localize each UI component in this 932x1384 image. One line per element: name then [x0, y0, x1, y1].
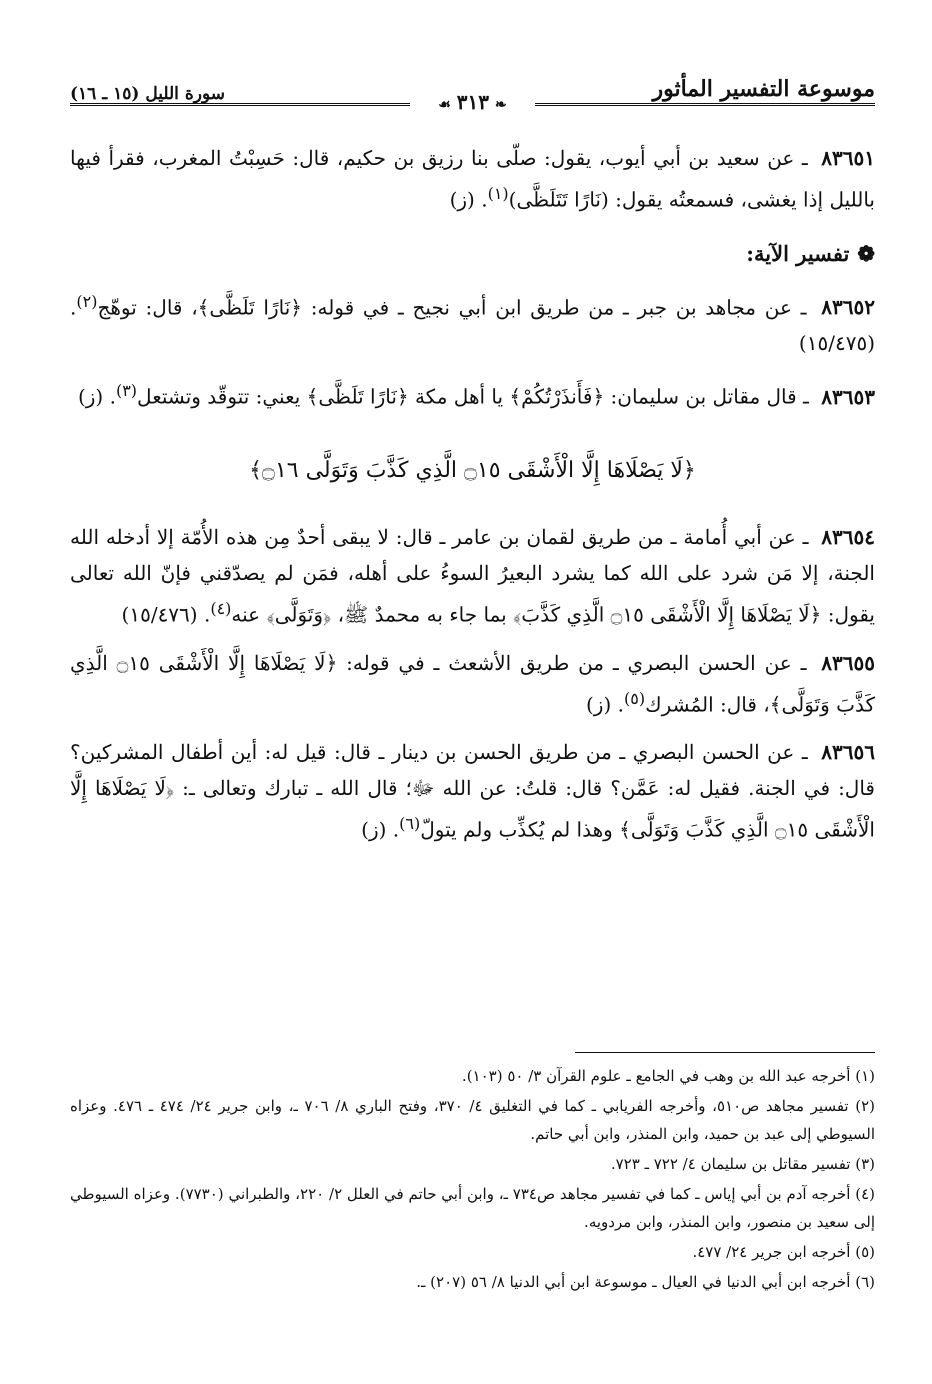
narration-text: ـ عن الحسن البصري ـ من طريق الحسن بن دينار ـ قال: قيل له: أين أطفال المشركين؟ قال: في الجنة. فقيل له: عَمَّن؟ قال: قلتُ: عن الله ﷻ؛ قال الله ـ تبارك وتعالى ـ: ﴿لَا يَصْلَاهَا إِلَّا الْأَشْقَى ۝١٥ الَّذِي كَذَّبَ وَتَوَلَّى﴾ وهذا لم يُكذِّب ولم يتولّ: [70, 740, 875, 842]
narration-tail: . (ز): [449, 187, 488, 212]
narration-text: ـ عن الحسن البصري ـ من طريق الأشعث ـ في قوله: ﴿لَا يَصْلَاهَا إِلَّا الْأَشْقَى ۝١٥ الَّذِي كَذَّبَ وَتَوَلَّى﴾، قال: المُشرك: [70, 650, 875, 717]
footnote-ref: (٤): [210, 598, 232, 618]
footnote-ref: (٦): [399, 814, 421, 834]
narration-83654: [70, 519, 875, 633]
footnote-ref: (١): [487, 184, 509, 203]
footnotes: [70, 1062, 875, 1298]
footnote-ref: (٣): [115, 381, 138, 401]
footnote-1: (١) أخرجه عبد الله بن وهب في الجامع ـ علوم القرآن ٣/ ٥٠ (١٠٣).: [461, 1067, 875, 1085]
narration-tail: . (ز): [586, 692, 624, 717]
section-heading: [70, 236, 875, 272]
footnote-ref: (٥): [623, 688, 646, 708]
footnote-separator: [575, 1052, 875, 1053]
flower-icon: ❁: [857, 240, 875, 266]
narration-text: ـ عن سعيد بن أبي أيوب، يقول: صلّى بنا رزيق بن حكيم، قال: حَسِبْتُ المغرب، فقرأ فيها بالليل إذا يغشى، فسمعتُه يقول: (نَارًا تَتَلَظَّى): [70, 146, 875, 212]
flourish-icon: ☙: [438, 97, 451, 113]
page-number: ٣١٣: [456, 90, 490, 114]
surah-label: سورة الليل (١٥ ـ ١٦): [70, 84, 225, 104]
narration-tail: . (ز): [77, 384, 116, 409]
footnote-ref: (٢): [76, 291, 98, 311]
footnote-2: (٢) تفسير مجاهد ص٥١٠، وأخرجه الفريابي ـ كما في التغليق ٤/ ٣٧٠، وفتح الباري ٨/ ٧٠٦ ـ، وابن جرير ٢٤/ ٤٧٤ ـ ٤٧٦. وعزاه السيوطي إلى عبد بن حميد، وابن المنذر، وابن أبي حاتم.: [70, 1097, 875, 1143]
main-text: [70, 140, 875, 860]
footnote-6: (٦) أخرجه ابن أبي الدنيا في العيال ـ موسوعة ابن أبي الدنيا ٨/ ٥٦ (٢٠٧) ـ.: [416, 1273, 875, 1291]
narration-number: ٨٣٦٥٢: [821, 295, 875, 320]
narration-number: ٨٣٦٥١: [821, 146, 875, 170]
narration-83652: [70, 284, 875, 362]
narration-number: ٨٣٦٥٤: [821, 524, 876, 549]
footnote-5: (٥) أخرجه ابن جرير ٢٤/ ٤٧٧.: [692, 1243, 875, 1261]
narration-number: ٨٣٦٥٥: [821, 650, 875, 675]
page-number-box: [70, 90, 875, 114]
narration-83656: [70, 734, 875, 848]
narration-text: ـ عن أبي أُمامة ـ من طريق لقمان بن عامر ـ قال: لا يبقى أحدٌ مِن هذه الأُمّة إلا أدخله الله الجنة، إلا مَن شرد على الله كما يشرد البعيرُ السوءُ على أهله، فمَن لم يصدّقني فإنّ الله تعالى يقول: ﴿لَا يَصْلَاهَا إِلَّا الْأَشْقَى ۝١٥ الَّذِي كَذَّبَ﴾ بما جاء به محمدٌ ﷺ، ﴿وَتَوَلَّى﴾ عنه: [70, 524, 875, 627]
footnote-3: (٣) تفسير مقاتل بن سليمان ٤/ ٧٢٢ ـ ٧٢٣.: [610, 1155, 875, 1173]
quran-verse: ﴿لَا يَصْلَاهَا إِلَّا الْأَشْقَى ۝١٥ الَّذِي كَذَّبَ وَتَوَلَّى ۝١٦﴾: [249, 457, 696, 483]
narration-tail: . (١٥/٤٧٥): [70, 295, 875, 356]
section-heading-text: تفسير الآية:: [746, 240, 850, 266]
narration-tail: . (١٥/٤٧٦): [121, 602, 211, 627]
narration-number: ٨٣٦٥٦: [821, 740, 876, 765]
narration-83651: [70, 140, 875, 218]
header-rule: [70, 92, 875, 116]
narration-text: ـ قال مقاتل بن سليمان: ﴿فَأَنذَرْتُكُمْ﴾ يا أهل مكة ﴿نَارًا تَلَظَّى﴾ يعني: تتوقّد وتشتعل: [137, 384, 809, 409]
footnote-4: (٤) أخرجه آدم بن أبي إياس ـ كما في تفسير مجاهد ص٧٣٤ ـ، وابن أبي حاتم في العلل ٢/ ٢٢٠، والطبراني (٧٧٣٠). وعزاه السيوطي إلى سعيد بن منصور، وابن المنذر، وابن مردويه.: [70, 1185, 875, 1231]
narration-83655: [70, 645, 875, 723]
flourish-icon: ❧: [495, 97, 507, 113]
narration-tail: . (ز): [361, 817, 400, 842]
narration-text: ـ عن مجاهد بن جبر ـ من طريق ابن أبي نجيح ـ في قوله: ﴿نَارًا تَلَظَّى﴾، قال: توهّج: [97, 295, 807, 320]
narration-number: ٨٣٦٥٣: [821, 384, 875, 409]
book-title: موسوعة التفسير المأثور: [652, 76, 875, 102]
narration-83653: [70, 373, 875, 415]
